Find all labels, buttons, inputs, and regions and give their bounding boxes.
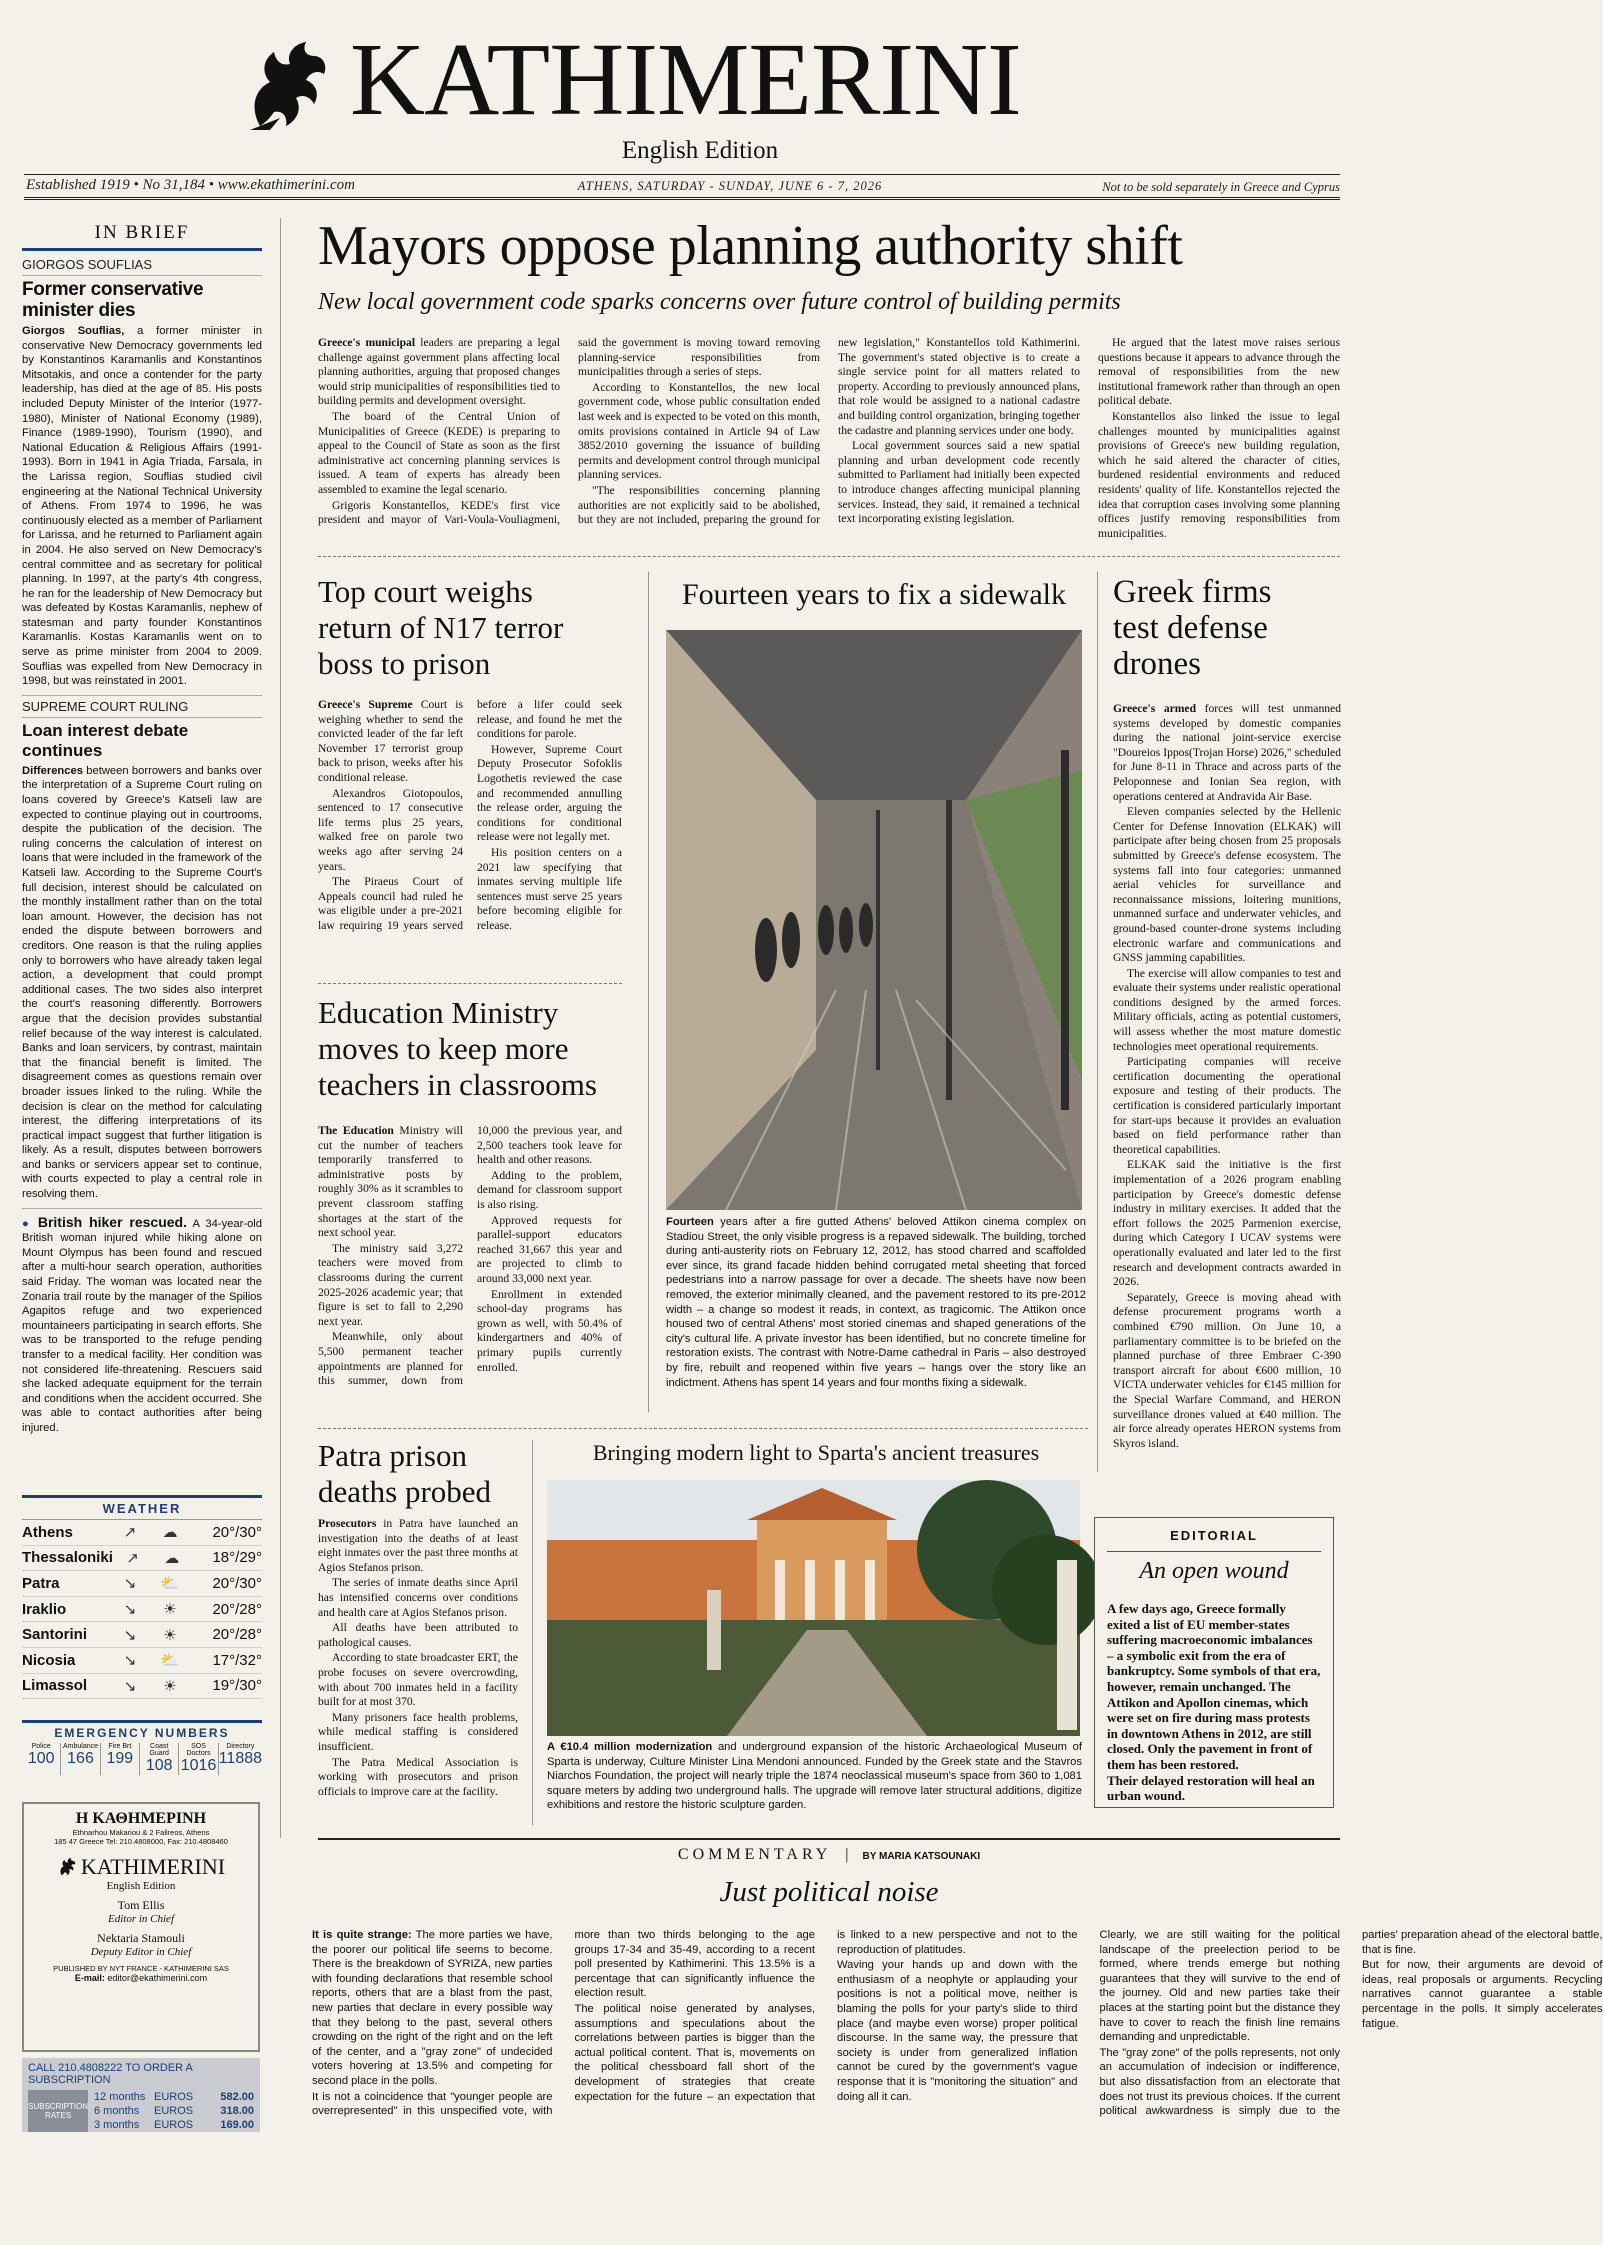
editorial-text: A few days ago, Greece formally exited a list of EU member-states suffering macroeconomic imbalances – a symbolic exit from the era of bankruptcy. Some symbols of that era, however, remain unchanged. The Attikon and Apollon cinemas, which were set on fire during mass protests in downtown Athens in 2012, are still closed. Only the pavement in front of them has been restored. Their delayed restoration will heal an urban wound. xyxy=(1107,1601,1321,1804)
subscription-rate: 12 months EUROS 582.00 xyxy=(94,2091,254,2103)
wind-icon: ↘ xyxy=(123,1677,137,1695)
weather-row: Santorini ↘ ☀ 20°/28° xyxy=(22,1622,262,1648)
cloud-icon: ☁ xyxy=(162,1524,178,1542)
subscription-rate: 3 months EUROS 169.00 xyxy=(94,2119,254,2131)
emergency-number: Fire Brt 199 xyxy=(101,1743,140,1775)
publisher-edition: English Edition xyxy=(106,1880,176,1892)
commentary-label: COMMENTARY xyxy=(677,1846,832,1863)
n17-headline: Top court weighs return of N17 terror boss to prison xyxy=(318,574,564,681)
subscription-rate: 6 months EUROS 318.00 xyxy=(94,2105,254,2117)
sidewalk-photo xyxy=(666,630,1082,1210)
publisher-address: Ethnarhou Makariou & 2 Falireos, Athens xyxy=(72,1828,210,1837)
sidewalk-caption: Fourteen years after a fire gutted Athens' beloved Attikon cinema complex on Stadiou Street, the only visible progress is a repaved sidewalk. The building, torched during anti-austerity riots on February 12, 2012, has stood charred and scaffolded ever since, its grand facade hidden behind corrugated metal sheeting that forced pedestrians into a narrow passage for over a decade. The sheets have now been removed, the exterior minimally cleaned, and the pavement restored to its pre-2012 width – a change so modest it reads, in context, as tragicomic. The Attikon once housed two of central Athens' most storied cinemas and shaped generations of the city's cultural life. A private investor has been identified, but no concrete timeline for restoration exists. The contrast with Notre-Dame cathedral in Paris – also destroyed by fire, rebuilt and reopened within five years – hangs over the story like an indictment. Athens has spent 14 years and four months fixing a sidewalk. xyxy=(666,1216,1086,1389)
weather-box xyxy=(22,1495,262,1699)
deputy-role: Deputy Editor in Chief xyxy=(90,1946,192,1958)
n17-body: Greece's Supreme Court is weighing whether to send the convicted leader of the far left November 17 terrorist group back to prison, weeks after his conditional release. Alexandros Giotopoulos, sentenced to 17 consecutive life terms plus 25 years, walked free on parole two weeks ago after serving 24 years. The Piraeus Court of Appeals council had ruled he was eligible under a pre-2021 law requiring 19 years served before a lifer could seek release, and found he met the conditions for parole. However, Supreme Court Deputy Prosecutor Sofoklis Logothetis reviewed the case and recommended annulling the release order, arguing the conditions for conditional release were not legally met. His position centers on a 2021 law specifying that inmates serving multiple life sentences must serve 25 years before becoming eligible for release. xyxy=(318,698,622,932)
emergency-number: Police 100 xyxy=(22,1743,61,1775)
editorial-box xyxy=(1094,1517,1334,1808)
emergency-number: Directory 11888 xyxy=(218,1743,263,1767)
main-story-body: Greece's municipal leaders are preparing a legal challenge against government plans affecting local planning authorities, arguing that proposed changes would strip municipalities of responsibilities tied to building permits and development oversight. The board of the Central Union of Municipalities of Greece (KEDE) is preparing to appeal to the Council of State as soon as the first administrative act concerning planning services is issued. A team of experts has already been assembled to examine the legal scenario. Grigoris Konstantellos, KEDE's first vice president and mayor of Vari-Voula-Vouliagmeni, said the government is moving toward removing planning-service responsibilities from municipalities through a series of steps. According to Konstantellos, the new local government code, whose public consultation ended last week and is expected to be voted on this month, omits provisions contained in Article 94 of Law 3852/2010 governing the issuance of building permits and development control through municipal planning services. "The responsibilities concerning planning authorities are not explicitly said to be abolished, but they are not included, preparing the ground for new legislation," Konstantellos told Kathimerini. The government's stated objective is to create a single service point for all matters related to property. According to previously announced plans, that role would be assigned to a national cadastre and building control organization, bringing together the cadastre and planning services under one body. Local government sources said a new spatial planning and urban development code recently submitted to Parliament had initially been expected to introduce changes affecting municipal planning services. Instead, they said, it remained a technical text incorporating existing legislation. He argued that the latest move raises serious questions because it appears to advance through the removal of responsibilities from the new institutional framework rather than through an open political debate. Konstantellos also linked the issue to legal challenges mounted by municipalities against provisions of Greece's new building regulation, which he said altered the character of cities, burdened residential environments and reduced residents' quality of life. Konstantellos rejected the idea that corruption cases involving some planning offices justify removing responsibilities from municipalities. xyxy=(318,336,1340,540)
editor-role: Editor in Chief xyxy=(108,1913,174,1925)
patra-body: Prosecutors in Patra have launched an investigation into the deaths of at least eight inmates over the past three months at Agios Stefanos prison. The series of inmate deaths since April has intensified concerns over conditions and health care at Agios Stefanos prison. All deaths have been attributed to pathological causes. According to state broadcaster ERT, the probe focuses on severe overcrowding, with about 700 inmates held in a facility built for at most 370. Many prisoners face health problems, while medical staffing is considered insufficient. The Patra Medical Association is working with prosecutors and prison officials to improve care at the facility. xyxy=(318,1517,518,1798)
wind-icon: ↗ xyxy=(126,1549,139,1567)
weather-row: Athens ↗ ☁ 20°/30° xyxy=(22,1520,262,1546)
griffin-logo-icon xyxy=(57,1857,77,1877)
drones-body: Greece's armed forces will test unmanned systems developed by domestic companies during the national joint-service exercise "Doureios Ippos(Trojan Horse) 2026," scheduled for June 8-11 in Thrace and across parts of the Peloponnese and Ionian Sea region, with operations centered at Andravida Air Base. Eleven companies selected by the Hellenic Center for Defense Innovation (ELKAK) will participate after being chosen from 25 proposals submitted by Greece's defense ecosystem. The systems fall into four categories: unmanned aerial vehicles for surveillance and reconnaissance missions, loitering munitions, unmanned surface and underwater vehicles, and ground-based counter-drone systems including electronic warfare and communications and GNSS jamming capabilities. The exercise will allow companies to test and evaluate their systems under realistic operational conditions designed by the armed forces. Military officials, acting as potential customers, will assess whether the most mature domestic technologies meet operational requirements. Participating companies will receive certification documenting the operational exposure and testing of their products. The certification is considered particularly important for start-ups because it provides an evaluation based on field performance rather than theoretical capabilities. ELKAK said the initiative is the first implementation of a 2026 program enabling participation by Greece's domestic defense industry in military exercises. It added that the effort follows the 2025 Parmenion exercise, during which Category I UCAV systems were operationally evaluated and later led to the first research and development contracts awarded in 2026. Separately, Greece is moving ahead with defense procurement programs worth a combined €790 million. On June 10, a parliamentary committee is to be briefed on the planned purchase of three Embraer C-390 transport aircraft for about €600 million, 10 VICTA underwater vehicles for €145 million for the Special Warfare Command, and HERON surveillance drones valued at €40 million. The air force already operates HERON systems from Skyros island. xyxy=(1113,702,1341,1450)
education-body: The Education Ministry will cut the number of teachers temporarily transferred to administrative posts by roughly 30% as it scrambles to prevent classroom staffing shortages at the start of the next school year. The ministry said 3,272 teachers were moved from classrooms during the current 2025-2026 academic year; that figure is set to fall to 2,290 next year. Meanwhile, only about 5,500 permanent teacher appointments are planned for this summer, down from 10,000 the previous year, and 2,500 teachers took leave for health and other reasons. Adding to the problem, demand for classroom support is also rising. Approved requests for parallel-support educators reached 31,667 this year and are projected to climb to around 33,000 next year. Enrollment in extended school-day programs has grown as well, with 50.4% of kindergartners and 40% of primary pupils currently enrolled. xyxy=(318,1124,622,1388)
established-line: Established 1919 • No 31,184 • www.ekathimerini.com xyxy=(26,177,355,193)
in-brief-heading: IN BRIEF xyxy=(94,222,190,243)
griffin-logo-icon xyxy=(240,38,332,134)
dateline: ATHENS, SATURDAY - SUNDAY, JUNE 6 - 7, 2026 xyxy=(577,179,883,193)
emergency-number: Ambulance 166 xyxy=(61,1743,100,1775)
brief-kicker: GIORGOS SOUFLIAS xyxy=(22,257,262,276)
editorial-headline: An open wound xyxy=(1139,1558,1289,1584)
brief-body: Differences between borrowers and banks over the interpretation of a Supreme Court ruling on loans covered by Greece's Katseli law are expected to continue playing out in courtrooms, despite the publication of the decision. The ruling concerns the calculation of interest on loans that were included in the framework of the Katseli law. According to the Supreme Court's full decision, interest should be calculated on the monthly installment rather than on the total loan amount. However, the decision has not ended the dispute between borrowers and creditors. One reason is that the ruling applies only to borrowers who have already taken legal action, a development that could prompt additional cases. The two sides also interpret the court's reasoning differently. Borrowers argue that the decision provides substantial relief because of the way interest is calculated. Banks and loan servicers, by contrast, maintain that the financial benefit is limited. The disagreement comes as questions remain over broader issues linked to the ruling. While the decision is clear on the method for calculating interest, the differing interpretations of its practical impact suggest that further litigation is likely. As a result, disputes between borrowers and banks or servicers appear set to continue, with courts expected to play a central role in resolving them. xyxy=(22,764,262,1201)
commentary-headline: Just political noise xyxy=(719,1876,939,1908)
weather-row: Thessaloniki ↗ ☁ 18°/29° xyxy=(22,1546,262,1572)
weather-row: Iraklio ↘ ☀ 20°/28° xyxy=(22,1597,262,1623)
drones-headline: Greek firms test defense drones xyxy=(1113,574,1272,682)
main-headline: Mayors oppose planning authority shift xyxy=(318,215,1183,277)
publisher-title: KATHIMERINI xyxy=(80,1854,226,1879)
sparta-photo xyxy=(547,1480,1080,1736)
museum-photo-illustration xyxy=(547,1480,1080,1736)
emergency-box xyxy=(22,1720,262,1775)
brief-body: ● British hiker rescued. A 34-year-old British woman injured while hiking alone on Mount Olympus has been found and rescued after a multi-hour search operation, authorities said Friday. The woman was located near the Zonaria trail route by the manager of the Spilios Agapitos refuge and two experienced mountaineers participating in search efforts. She was to be transported to the refuge pending transfer to a medical facility. Her condition was not considered life-threatening. Rescuers said she lacked adequate equipment for the terrain and conditions when the accident occurred. She was able to contact authorities after being injured. xyxy=(22,1213,263,1434)
emergency-heading: EMERGENCY NUMBERS xyxy=(54,1726,230,1740)
distribution-notice: Not to be sold separately in Greece and Cyprus xyxy=(1102,180,1340,194)
brief-title: Loan interest debate continues xyxy=(22,720,189,760)
masthead-title: KATHIMERINI xyxy=(350,22,1021,137)
cloud-icon: ☁ xyxy=(164,1549,180,1567)
wind-icon: ↘ xyxy=(123,1626,137,1644)
in-brief-column xyxy=(22,222,262,1437)
published-by: PUBLISHED BY NYT FRANCE - KATHIMERINI SAS xyxy=(53,1964,229,1973)
commentary-byline: BY MARIA KATSOUNAKI xyxy=(862,1851,981,1862)
sun-icon: ☀ xyxy=(163,1677,177,1695)
sparta-caption: A €10.4 million modernization and underground expansion of the historic Archaeological Museum of Sparta is underway, Culture Minister Lina Mendoni announced. Funded by the Greek state and the Stavros Niarchos Foundation, the project will nearly triple the 1874 neoclassical museum's space from 360 to 1,081 square meters by adding two underground halls. The upgrade will remove later structural additions, digitize exhibitions and restore the historic sculpture garden. xyxy=(547,1741,1082,1812)
brief-title: Former conservative minister dies xyxy=(22,279,204,321)
patra-headline: Patra prison deaths probed xyxy=(318,1438,492,1509)
publisher-box: Η ΚΑΘΗΜΕΡΙΝΗ Ethnarhou Makariou & 2 Falireos, Athens 185 47 Greece Tel: 210.4808000, Fax: 210.4808460 KATHIMERINI English Edition Tom Ellis Editor in Chief Nektaria Stamouli Deputy Editor in Chief PUBLISHED BY NYT FRANCE - KATHIMERINI SAS E-mail: editor@ekathimerini.com xyxy=(22,1802,260,2052)
weather-row: Nicosia ↘ ⛅ 17°/32° xyxy=(22,1648,262,1674)
editorial-label: EDITORIAL xyxy=(1170,1528,1258,1543)
greek-title: Η ΚΑΘΗΜΕΡΙΝΗ xyxy=(75,1810,207,1827)
arcade-photo-illustration xyxy=(666,630,1082,1210)
partly-cloudy-icon: ⛅ xyxy=(160,1652,180,1670)
masthead xyxy=(0,0,1400,215)
weather-row: Patra ↘ ⛅ 20°/30° xyxy=(22,1571,262,1597)
subscription-label: SUBSCRIPTION RATES xyxy=(28,2090,88,2132)
wind-icon: ↗ xyxy=(123,1524,137,1542)
wind-icon: ↘ xyxy=(123,1601,137,1619)
sparta-headline: Bringing modern light to Sparta's ancient treasures xyxy=(592,1440,1040,1465)
sun-icon: ☀ xyxy=(163,1601,177,1619)
editor-name: Tom Ellis xyxy=(117,1898,165,1912)
editor-email[interactable]: editor@ekathimerini.com xyxy=(107,1973,208,1983)
sun-icon: ☀ xyxy=(163,1626,177,1644)
weather-heading: WEATHER xyxy=(22,1498,262,1520)
publisher-address-2: 185 47 Greece Tel: 210.4808000, Fax: 210.4808460 xyxy=(54,1837,228,1846)
subscription-call: CALL 210.4808222 TO ORDER A SUBSCRIPTION xyxy=(28,2062,193,2086)
masthead-edition: English Edition xyxy=(621,137,779,164)
wind-icon: ↘ xyxy=(123,1575,137,1593)
commentary-header: COMMENTARY | BY MARIA KATSOUNAKI xyxy=(677,1846,981,1863)
commentary-body: It is quite strange: The more parties we have, the poorer our political life seems to become. There is the breakdown of SYRIZA, new parties with founding declarations that resemble school reports, others that are a blast from the past, new parties that declare in every possible way that they belong to the past, several others crowding on the right of the right and on the left of the center, and a "gray zone" of undecided voters hovering at 13.5% and competing for second place in the polls. It is not a coincidence that "younger people are overrepresented" in this unspecified vote, with more than two thirds belonging to the age groups 17-34 and 35-49, according to a recent poll presented by Kathimerini. This 13.5% is a percentage that can significantly influence the election result. The political noise generated by analyses, assumptions and speculations about the correlations between parties is bigger than the actual political content. That is, movements on the political chessboard fall short of the development of strategies that create expectation for the future – an expectation that is linked to a new perspective and not to the reproduction of platitudes. Waving your hands up and down with the enthusiasm of a neophyte or applauding your positions is not a political move, neither is blaming the polls for your party's slide to third place (and maybe even worse) proper political discourse. In the same way, the pressure that society is under from generalized inflation cannot be cured by the government's vague response that it is "monitoring the situation" and doing all it can. Clearly, we are still waiting for the political landscape of the preelection period to be formed, where trends emerge but nothing guarantees that they will survive to the end of the journey. Old and new parties take their places at the starting point but the distance they have to cover to reach the finish line remains demanding and unpredictable. The "gray zone" of the polls represents, not only an accumulation of indecision or indifference, but also dissatisfaction from an electorate that does not trust its previous choices. If the current political awkwardness is simply due to the parties' preparation ahead of the electoral battle, that is fine. But for now, their arguments are devoid of ideas, real proposals or arguments. Recycling narratives cannot guarantee a stable percentage in the polls. It simply accelerates fatigue. xyxy=(312,1929,1603,2118)
education-headline: Education Ministry moves to keep more teachers in classrooms xyxy=(318,995,597,1102)
main-subhead: New local government code sparks concerns over future control of building permits xyxy=(318,289,1121,315)
partly-cloudy-icon: ⛅ xyxy=(160,1575,180,1593)
emergency-number: SOS Doctors 1016 xyxy=(179,1743,218,1775)
brief-body: Giorgos Souflias, a former minister in conservative New Democracy governments led by Konstantinos Karamanlis and Konstantinos Mitsotakis, and once a contender for the party leadership, has died at the age of 85. His posts included Deputy Minister of the Interior (1977-1980), Minister of National Economy (1989), Finance (1989-1990), Tourism (1990), and National Education & Religious Affairs (1991-1993). Born in 1941 in Agia Triada, Farsala, in the Larissa region, Souflias studied civil engineering at the National Technical University of Athens. From 1974 to 1996, he was continuously elected as a member of Parliament for Larissa, and he returned to Parliament again in 2004. He also served on New Democracy's central committee and as secretary for political planning. In 1997, at the party's 4th congress, he ran for the leadership of New Democracy but was defeated by Kostas Karamanlis, nephew of statesman and party founder Konstantinos Karamanlis. Kostas Karamanlis went on to serve as prime minister from 2004 to 2009. Souflias was expelled from New Democracy in 1998, but was reinstated in 2001. xyxy=(22,325,262,688)
emergency-number: Coast Guard 108 xyxy=(140,1743,179,1775)
sidewalk-headline: Fourteen years to fix a sidewalk xyxy=(681,578,1067,611)
wind-icon: ↘ xyxy=(123,1652,137,1670)
brief-kicker: SUPREME COURT RULING xyxy=(22,695,262,718)
deputy-name: Nektaria Stamouli xyxy=(97,1931,185,1945)
subscription-box xyxy=(22,2058,260,2132)
weather-row: Limassol ↘ ☀ 19°/30° xyxy=(22,1674,262,1700)
